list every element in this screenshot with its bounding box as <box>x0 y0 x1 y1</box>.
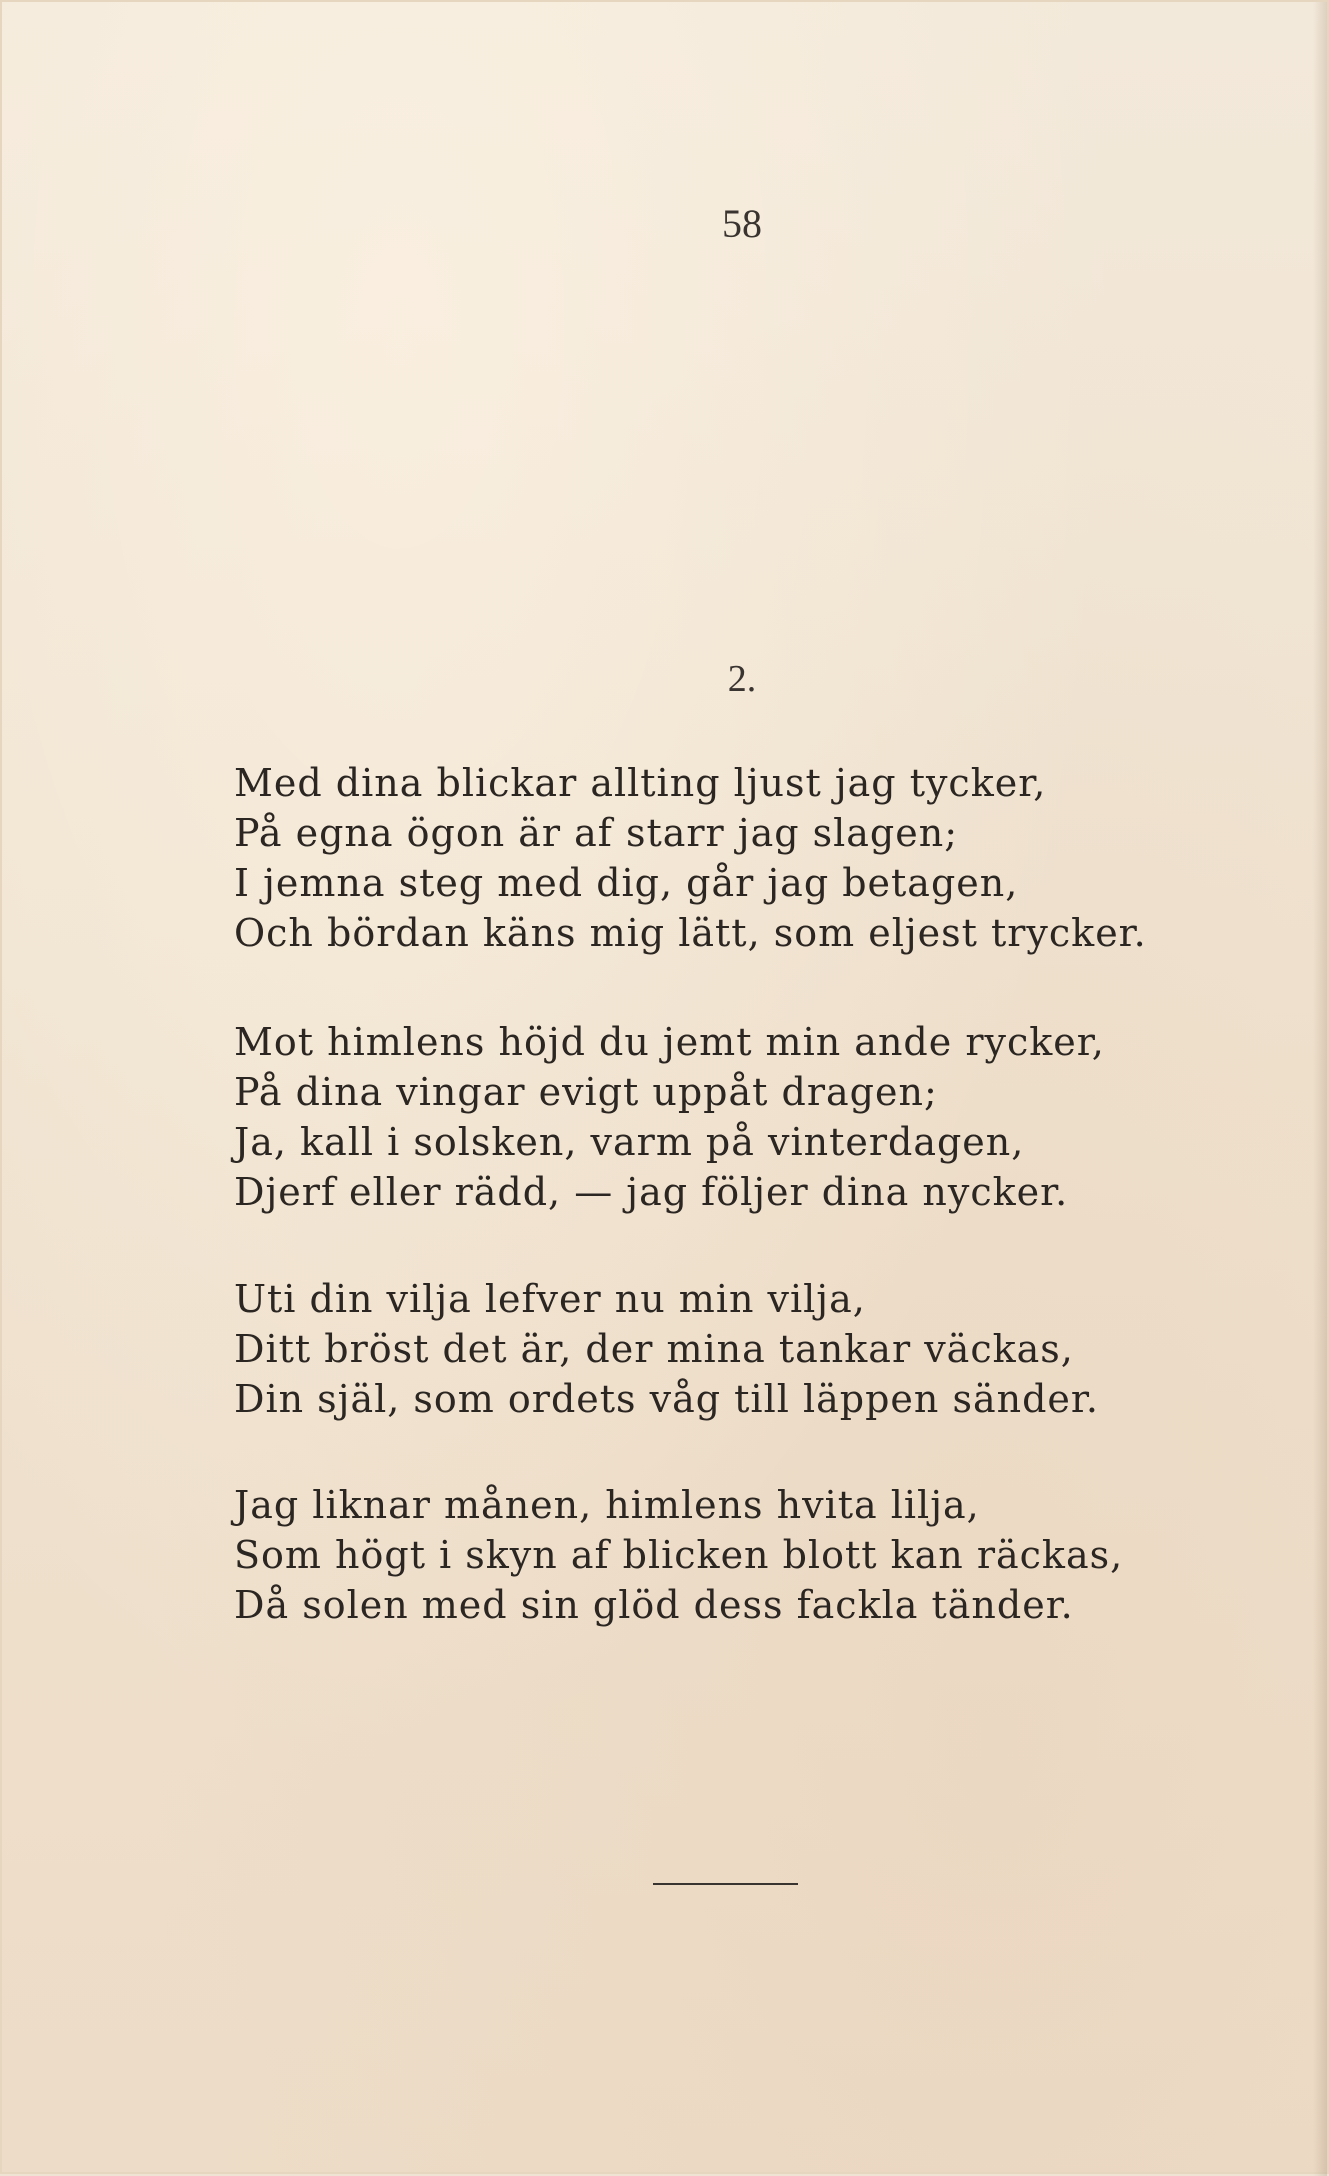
page-number: 58 <box>722 201 762 246</box>
poem-line: Med dina blickar allting ljust jag tycker, <box>234 761 1047 805</box>
poem-line: Jag liknar månen, himlens hvita lilja, <box>234 1483 980 1527</box>
end-rule-divider <box>653 1883 798 1885</box>
poem-line: Som högt i skyn af blicken blott kan räckas, <box>234 1533 1124 1577</box>
page-edge-shadow <box>1313 2 1327 2176</box>
stanza-2 <box>234 1017 1105 1217</box>
stanza-4 <box>234 1480 1123 1630</box>
poem-line: I jemna steg med dig, går jag betagen, <box>234 861 1019 905</box>
poem-line: Och bördan käns mig lätt, som eljest trycker. <box>234 911 1147 955</box>
poem-line: Ja, kall i solsken, varm på vinterdagen, <box>234 1120 1025 1164</box>
section-number: 2. <box>727 658 757 700</box>
poem-line: På dina vingar evigt uppåt dragen; <box>234 1070 938 1114</box>
poem-line: Då solen med sin glöd dess fackla tänder. <box>234 1583 1074 1627</box>
poem-line: Ditt bröst det är, der mina tankar väckas, <box>234 1327 1074 1371</box>
poem-line: På egna ögon är af starr jag slagen; <box>234 811 959 855</box>
stanza-1 <box>234 758 1147 958</box>
poem-line: Uti din vilja lefver nu min vilja, <box>234 1277 866 1321</box>
poem-line: Din själ, som ordets våg till läppen sänder. <box>234 1377 1099 1421</box>
poem-line: Djerf eller rädd, — jag följer dina nycker. <box>234 1170 1069 1214</box>
stanza-3 <box>234 1274 1099 1424</box>
poem-line: Mot himlens höjd du jemt min ande rycker, <box>234 1020 1105 1064</box>
